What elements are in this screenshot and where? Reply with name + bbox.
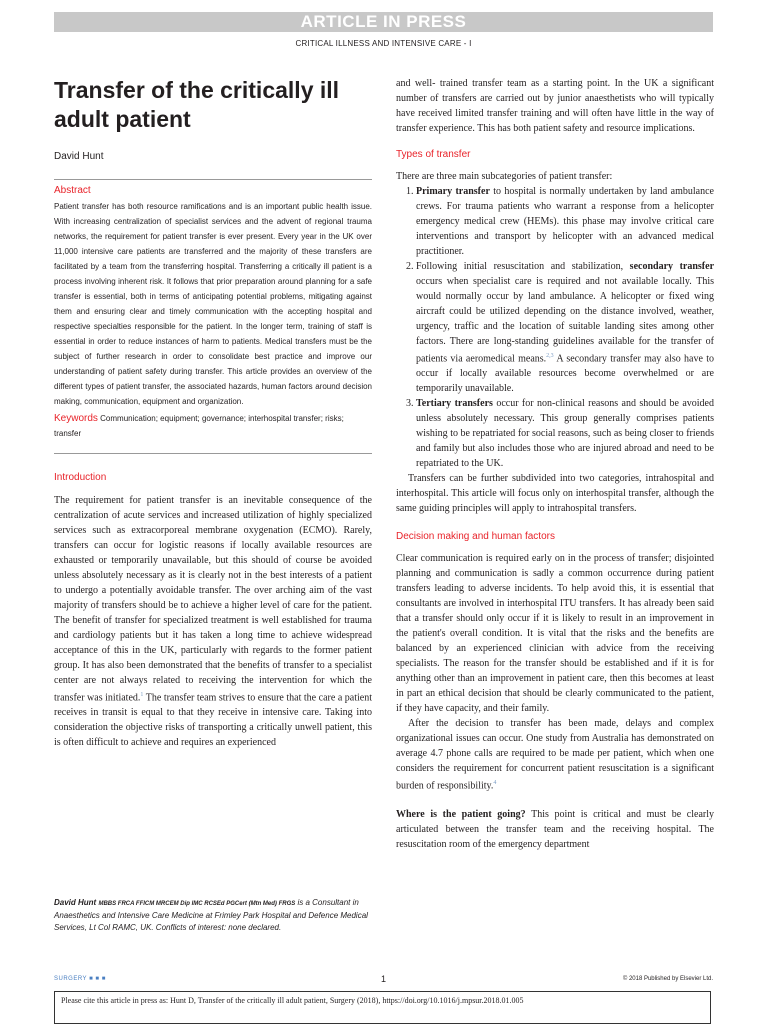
- author-note-text: is a Consultant in Anaesthetics and Intensive Care Medicine at Frimley Park Hospital and Defence Medical Services, Lt Col RAMC, UK. Conflicts of interest: none declared.: [54, 898, 368, 932]
- list-item-after: A secondary transfer may also have to occur if locally available resources become overwhelmed or are temporarily unavailable.: [416, 353, 714, 395]
- introduction-paragraph: [54, 493, 372, 750]
- decision-paragraph: Clear communication is required early on in the process of transfer; disjointed planning and communication is sadly a common occurrence during patient transfers leading to adverse incidents. To help avoid this, it is essential that consultants are involved in interhospital ITU transfers. It has already been said that a transfer should only occur if it is likely to result in an improvement in the patient's overall condition. It is vital that the risks and the benefits are balanced by an experienced clinician with advice from the receiving specialists. The reason for the transfer should be established and if it is for anything other than an improvement in patient care, then this becomes at least in part an ethical decision that should be clearly communicated to the patient, if they have capacity, and their family.: [396, 553, 714, 715]
- journal-label: SURGERY: [54, 976, 87, 982]
- intro-text: The requirement for patient transfer is an inevitable consequence of the centralization of acute services and increased utilization of highly specialized services such as extracorporeal membrane oxygenation (ECMO). Rarely, transfers can occur for logistic reasons if locally available resources are exhausted or temporarily unavailable, but this should of course be avoided unless absolutely necessary as it is clearly not in the best interests of a patient to undergo a potentially avoidable transfer. The over arching aim of the vast majority of transfers should be to achieve a higher level of care for the patient. The benefit of transfer for specialized treatment is well established for trauma and cardiology patients but it has taken a long time to achieve widespread acceptance of this in the UK, particularly with regards to the former patient group. It has also been demonstrated that the benefits of transfer to a specialist center are not always related to receiving the intervention for which the transfer was initiated.: [54, 495, 372, 704]
- author-qualifications: MBBS FRCA FFICM MRCEM Dip IMC RCSEd PGCert (Mtn Med) FRGS: [98, 901, 296, 907]
- divider: [54, 179, 372, 180]
- abstract-text: Patient transfer has both resource ramifications and is an important public health issue. With increasing centralization of specialist services and the advent of regional trauma networks, the requirement for patient transfer is ever present. Every year in the UK over 11,000 intensive care patients are transferred and the majority of these transfers are facilitated by a team from the transferring hospital. Transferring a critically ill patient is a process involving inherent risk. It follows that prior preparation around planning for a safe transfer is essential, both in terms of anticipating potential problems, mitigating against them and ensuring clear and timely communication with the accepting hospital and respective specialties responsible for the patient. In the longer term, training of staff is essential in order to reduce instances of harm to patients. Medical transfers must be the subject of further research in order to consolidate best practice and improve our understanding of patient safety during transfer. This article provides an overview of the different types of patient transfer, the associated hazards, human factors around decision making, communication, equipment and organization.: [54, 202, 372, 406]
- article-in-press-banner: ARTICLE IN PRESS: [54, 12, 713, 32]
- list-item: [416, 396, 714, 471]
- abstract-heading: Abstract: [54, 185, 91, 196]
- list-item-bold: Primary transfer: [416, 186, 490, 197]
- keywords-heading: Keywords: [54, 413, 98, 424]
- list-item-text: occur for non-clinical reasons and should be avoided unless absolutely necessary. This group generally comprises patients wishing to be repatriated for social reasons, such as being closer to friends and family but also includes those who are injured abroad and need to be repatriated to the UK.: [416, 398, 714, 470]
- list-item-text: occurs when specialist care is required and not available locally. This would normally occur by land ambulance. A helicopter or fixed wing aircraft could be utilized depending on the distance involved, weather, urgency, traffic and the location of suitable landing sites among other factors. There are long-standing guidelines available for the transfer of patients via aeromedical means.: [416, 276, 714, 365]
- author-byline: David Hunt: [54, 151, 104, 162]
- decision-paragraph-3: [396, 807, 714, 852]
- decision-text-3: This point is critical and must be clearly articulated between the transfer team and the receiving hospital. The resuscitation room of the emergency department: [396, 808, 714, 850]
- list-item: [416, 184, 714, 259]
- types-heading: Types of transfer: [396, 149, 471, 160]
- intro-text-cont: The transfer team strives to ensure that the care a patient receives in transit is equal to that they receive in intensive care. Taking into consideration the objective risks of transporting a critically unwell patient, this is often difficult to achieve and requires an experienced: [54, 692, 372, 749]
- introduction-paragraph-cont: and well- trained transfer team as a starting point. In the UK a significant number of transfers are carried out by junior anaesthetists who will typically have received limited transfer training and will often have little in the way of transfer experience. This has both patient safety and resource implications.: [396, 78, 714, 134]
- types-closing: Transfers can be further subdivided into two categories, intrahospital and interhospital. This article will focus only on interhospital transfer, although the same guiding principles will apply to intrahospital transfers.: [396, 473, 714, 515]
- decision-paragraph-2: [396, 716, 714, 793]
- decision-heading: Decision making and human factors: [396, 531, 555, 543]
- copyright: © 2018 Published by Elsevier Ltd.: [622, 976, 713, 982]
- keywords: [54, 411, 372, 441]
- page-number: 1: [380, 974, 386, 984]
- divider: [54, 453, 372, 454]
- list-item-text: to hospital is normally undertaken by land ambulance crews. For trauma patients who warrant a response from a helicopter emergency medical crew (HEMs). this phase may involve critical care interventions and transport by helicopter with an advanced medical practitioner.: [416, 186, 714, 257]
- reference-link[interactable]: 2,3: [546, 353, 554, 359]
- question-bold: Where is the patient going?: [396, 808, 526, 820]
- list-item-pre: Following initial resuscitation and stabilization,: [416, 261, 630, 272]
- types-list: [396, 184, 714, 471]
- left-column: [54, 76, 372, 750]
- introduction-heading: Introduction: [54, 472, 107, 483]
- page-footer: [54, 974, 713, 986]
- list-item: [416, 259, 714, 396]
- reference-link[interactable]: 4: [493, 780, 497, 787]
- author-note: [54, 897, 372, 934]
- list-item-bold: Tertiary transfers: [416, 398, 493, 410]
- citation-box: Please cite this article in press as: Hunt D, Transfer of the critically ill adult patient, Surgery (2018), https://doi.org/10.1016/j.mpsur.2018.01.005: [54, 991, 711, 1024]
- running-head: CRITICAL ILLNESS AND INTENSIVE CARE - I: [295, 39, 472, 48]
- list-item-bold: secondary transfer: [629, 261, 715, 272]
- keywords-text: Communication; equipment; governance; interhospital transfer; risks; transfer: [54, 414, 344, 438]
- article-title: Transfer of the critically ill adult patient: [54, 77, 340, 132]
- right-column: [396, 76, 714, 852]
- squares-icon: ■ ■ ■: [89, 976, 106, 982]
- types-intro: There are three main subcategories of patient transfer:: [396, 171, 613, 182]
- author-note-name: David Hunt: [54, 898, 97, 907]
- decision-text: After the decision to transfer has been made, delays and complex organizational issues can occur. One study from Australia has demonstrated on average 4.7 phone calls are required to be made per patient, which when one considers the requirement for concurrent patient resuscitation is a significant burden of responsibility.: [396, 718, 714, 792]
- reference-link[interactable]: 1: [140, 692, 144, 698]
